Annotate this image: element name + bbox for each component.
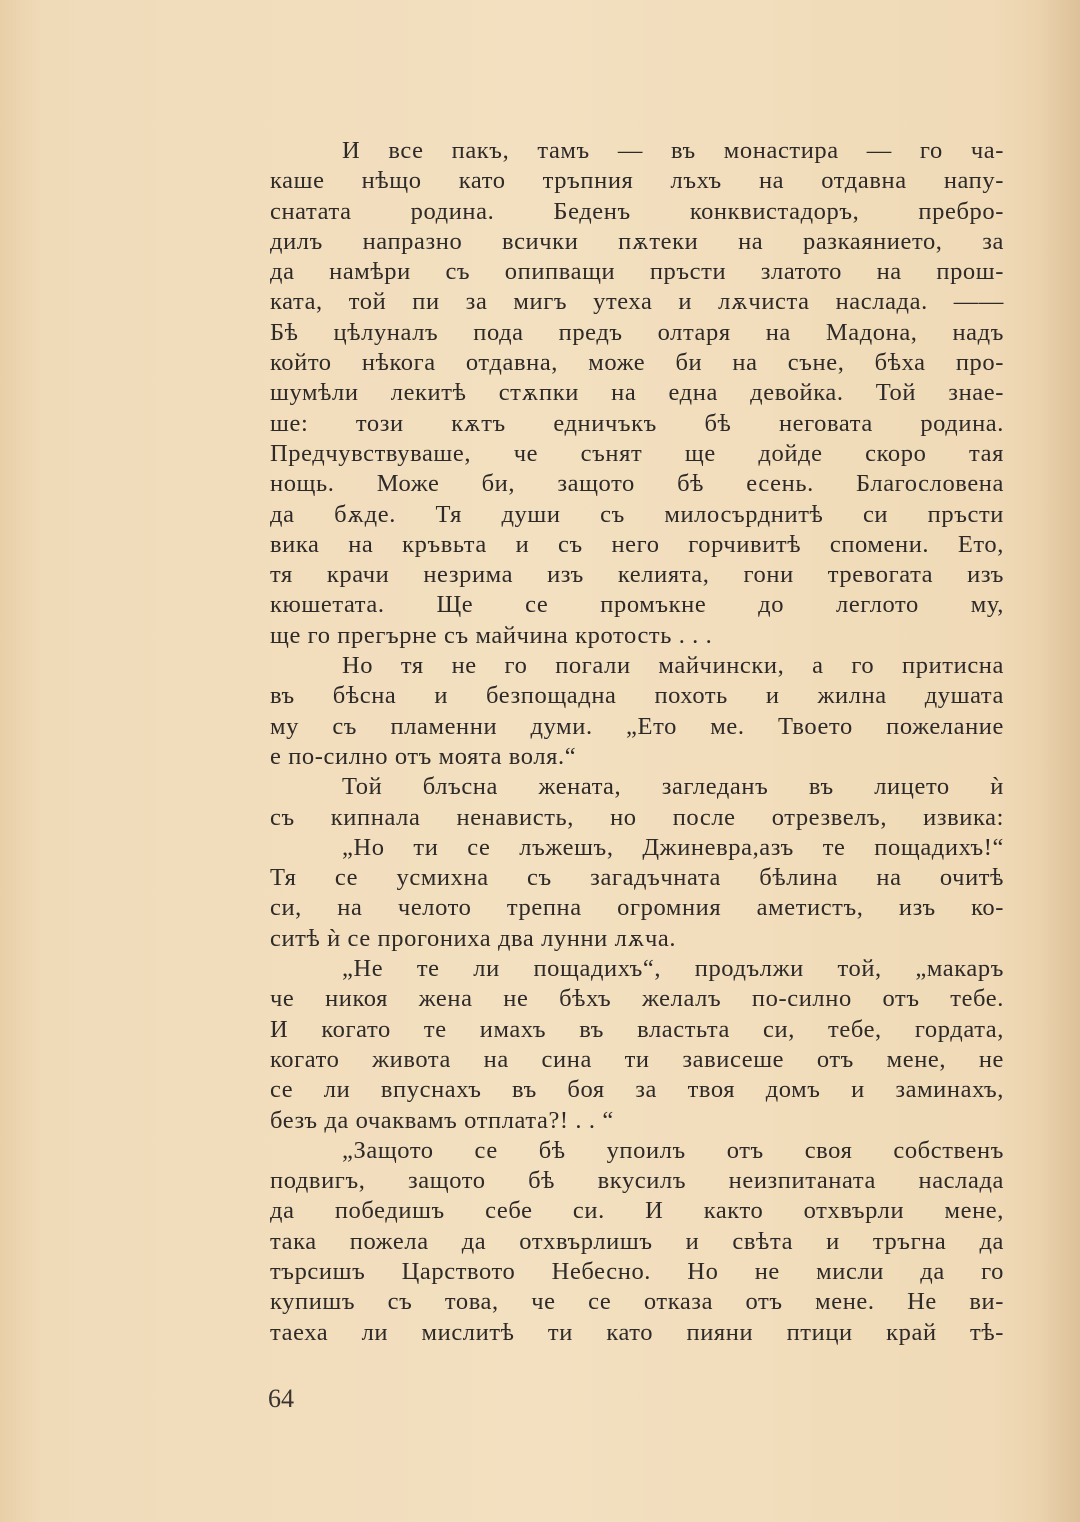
text-line: нощь. Може би, защото бѣ есень. Благословена — [270, 470, 1004, 498]
page-edge-shadow — [1040, 0, 1080, 1522]
text-line: И все пакъ, тамъ — въ монастира — го ча- — [342, 137, 1004, 164]
text-line: вика на кръвьта и съ него горчивитѣ спомени. Ето, — [270, 530, 1004, 558]
text-line: И когато те имахъ въ властьта си, тебе, гордата, — [270, 1015, 1004, 1043]
text-line: „Не те ли пощадихъ“, продължи той, „макаръ — [342, 955, 1004, 983]
body-text — [270, 136, 1004, 1348]
text-line: Той блъсна женатa, загледанъ въ лицето ѝ — [342, 773, 1004, 801]
text-line: таеха ли мислитѣ ти като пияни птици край тѣ- — [270, 1318, 1004, 1346]
text-line: ще го прегърне съ майчина кротость . . . — [270, 621, 713, 649]
text-line: дилъ напразно всички пѫтеки на разкаянието, за — [270, 227, 1004, 255]
text-line: да бѫде. Тя души съ милосърднитѣ си пръсти — [270, 500, 1004, 528]
text-line: шумѣли лекитѣ стѫпки на една девойка. Той знае- — [270, 379, 1004, 407]
text-line: купишъ съ това, че се отказа отъ мене. Не ви- — [270, 1288, 1004, 1316]
text-line: Предчувствуваше, че сънят ще дойде скоро тая — [270, 439, 1004, 467]
text-line: е по-силно отъ моята воля.“ — [270, 742, 577, 770]
text-line: въ бѣсна и безпощадна похоть и жилна душата — [270, 682, 1004, 710]
text-line: тя крачи незрима изъ келията, гони тревогата изъ — [270, 561, 1004, 589]
text-line: Но тя не го погали майчински, а го притисна — [342, 652, 1004, 680]
text-line: Тя се усмихна съ загадъчната бѣлина на очитѣ — [270, 864, 1004, 892]
text-line: който нѣкога отдавна, може би на сънe, бѣха про- — [270, 349, 1004, 377]
text-line: търсишъ Царството Небесно. Но не мисли да го — [270, 1257, 1004, 1285]
text-line: ше: този кѫтъ едничъкъ бѣ неговата родина. — [270, 409, 1004, 437]
text-line: ката, той пи за мигъ утеха и лѫчиста наслада. —— — [270, 288, 1004, 316]
text-line: подвигъ, защото бѣ вкусилъ неизпитаната наслада — [270, 1167, 1004, 1195]
text-line: му съ пламенни думи. „Ето ме. Твоето пожелание — [270, 712, 1004, 740]
text-line: така пожела да отхвърлишъ и свѣта и тръгна да — [270, 1227, 1004, 1255]
text-line: да победишъ себе си. И както отхвърли мене, — [270, 1197, 1004, 1225]
text-line: „Защото се бѣ упоилъ отъ своя собственъ — [342, 1136, 1004, 1164]
text-line: снатата родина. Беденъ конквистадоръ, пребро- — [270, 197, 1004, 225]
text-line: съ кипнала ненависть, но после отрезвелъ, извика: — [270, 803, 1004, 831]
text-line: се ли впуснахъ въ боя за твоя домъ и заминахъ, — [270, 1076, 1004, 1104]
text-line: каше нѣщо като тръпния лъхъ на отдавна напу- — [270, 167, 1004, 195]
text-line: кюшетата. Ще се промъкне до леглото му, — [270, 591, 1004, 619]
text-line: когато живота на сина ти зависеше отъ мене, не — [270, 1045, 1004, 1073]
text-line: безъ да очаквамъ отплата?! . . “ — [270, 1106, 614, 1134]
text-line: да намѣри съ опипващи пръсти златото на прош- — [270, 258, 1004, 286]
text-line: че никоя жена не бѣхъ желалъ по-силно отъ тебе. — [270, 985, 1004, 1013]
text-line: си, на челото трепна огромния аметистъ, изъ ко- — [270, 894, 1004, 922]
text-line: „Но ти се лъжешъ, Джиневра,азъ те пощадихъ!“ — [342, 833, 1004, 861]
text-line: ситѣ ѝ се прогониха два лунни лѫча. — [270, 924, 677, 952]
text-line: Бѣ цѣлуналъ пода предъ олтаря на Мадона, надъ — [270, 318, 1004, 346]
page-number: 64 — [268, 1384, 294, 1413]
